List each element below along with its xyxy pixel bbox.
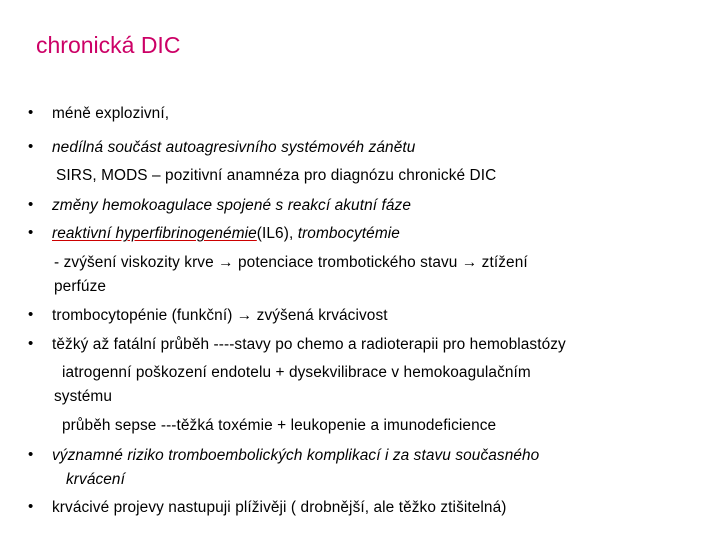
list-item-text: průběh sepse ---těžká toxémie + leukopenie a imunodeficience [62, 417, 497, 434]
list-item-text: méně explozivní, [52, 105, 170, 122]
list-item-text: perfúze [54, 278, 107, 295]
bullet-marker: • [28, 446, 34, 463]
list-item-text: krvácivé projevy nastupuji plíživěji ( drobnější, ale těžko ztišitelná) [52, 499, 507, 516]
bullet-marker: • [28, 498, 34, 515]
term-hyperfibrinogenemie: reaktivní hyperfibrinogenémie [52, 225, 257, 242]
list-item-text: významné riziko tromboembolických komplikací i za stavu současného [52, 447, 540, 464]
bullet-marker: • [28, 224, 34, 241]
list-item-text: - zvýšení viskozity krve → potenciace trombotického stavu → ztížení [54, 254, 528, 271]
term-trombocytemie: trombocytémie [297, 225, 400, 242]
list-item-text: SIRS, MODS – pozitivní anamnéza pro diagnózu chronické DIC [56, 167, 497, 184]
list-item-text: změny hemokoagulace spojené s reakcí akutní fáze [52, 197, 411, 214]
list-item-text: trombocytopénie (funkční) → zvýšená krvácivost [52, 307, 388, 324]
slide-title: chronická DIC [36, 32, 181, 58]
term-il6: (IL6), [256, 225, 298, 242]
list-item-text: iatrogenní poškození endotelu + dysekvilibrace v hemokoagulačním [62, 364, 531, 381]
bullet-marker: • [28, 335, 34, 352]
list-item-text [52, 224, 400, 244]
list-item-text: nedílná součást autoagresivního systémovéh zánětu [52, 139, 416, 156]
list-item-text: těžký až fatální průběh ----stavy po chemo a radioterapii pro hemoblastózy [52, 336, 566, 353]
bullet-marker: • [28, 104, 34, 121]
bullet-marker: • [28, 306, 34, 323]
bullet-marker: • [28, 196, 34, 213]
list-item-text: krvácení [66, 471, 125, 488]
bullet-marker: • [28, 138, 34, 155]
list-item-text: systému [54, 388, 113, 405]
